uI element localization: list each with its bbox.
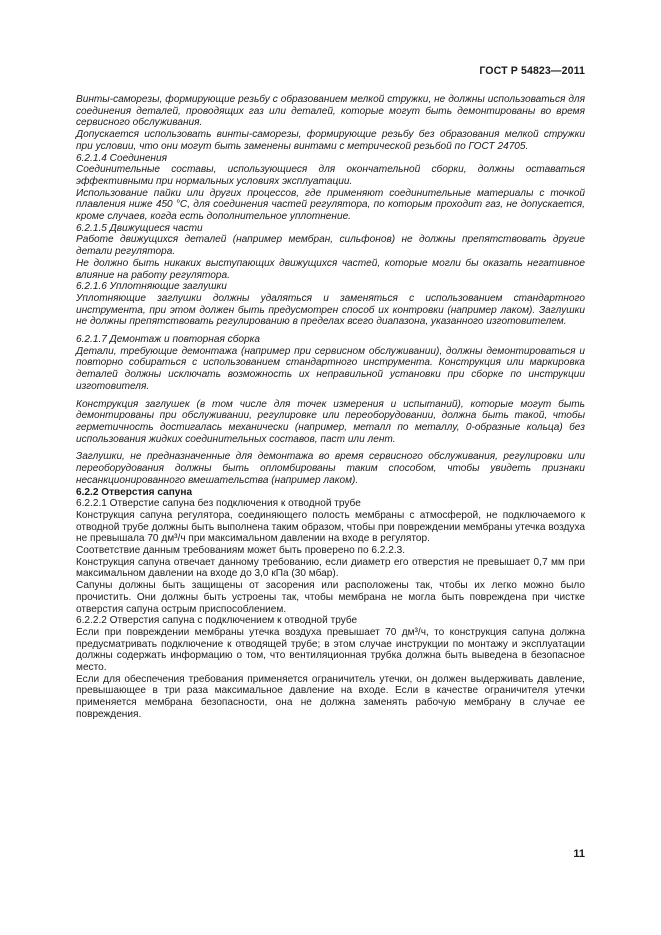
paragraph: Заглушки, не предназначенные для демонтажа во время сервисного обслуживания, регулировки или переоборудования должны быть опломбированы таким способом, чтобы увидеть признаки несанкционированного вмешательства (например лаком). xyxy=(76,451,585,486)
document-body xyxy=(76,94,585,721)
paragraph: Конструкция сапуна регулятора, соединяющего полость мембраны с атмосферой, не подключаемого к отводной трубе должны быть выполнена таким образом, чтобы при повреждении мембраны утечка воздуха не превышала 70 дм³/ч при максимальном давлении на входе в регулятор. xyxy=(76,509,585,545)
paragraph: Использование пайки или других процессов, где применяют соединительные материалы с точкой плавления ниже 450 °С, для соединения частей регулятора, по которым проходит газ, не допускается, кроме случаев, когда есть дополнительное уплотнение. xyxy=(76,187,585,223)
paragraph: Соединительные составы, использующиеся для окончательной сборки, должны оставаться эффективными при нормальных условиях эксплуатации. xyxy=(76,164,585,187)
page-number: 11 xyxy=(573,848,585,860)
paragraph: Винты-саморезы, формирующие резьбу с образованием мелкой стружки, не должны использоваться для соединения деталей, проводящих газ или деталей, которые могут быть демонтированы во время сервисного обслуживания. xyxy=(76,94,585,129)
paragraph: Если для обеспечения требования применяется ограничитель утечки, он должен выдерживать давление, превышающее в три раза максимальное давление на входе. Если в качестве ограничителя утечки применяется мембрана безопасности, она не должна заменять рабочую мембрану в случае ее повреждения. xyxy=(76,673,585,720)
section-heading: 6.2.1.5 Движущиеся части xyxy=(76,222,203,234)
paragraph: Допускается использовать винты-саморезы, формирующие резьбу без образования мелкой стружки при условии, что они могут быть заменены винтами с метрической резьбой по ГОСТ 24705. xyxy=(76,129,585,152)
section-heading: 6.2.1.6 Уплотняющие заглушки xyxy=(76,281,227,293)
paragraph: Работе движущихся деталей (например мембран, сильфонов) не должны препятствовать другие детали регулятора. xyxy=(76,234,585,258)
paragraph: Конструкция заглушек (в том числе для точек измерения и испытаний), которые могут быть демонтированы при обслуживании, регулировке или переоборудовании, должна быть такой, чтобы герметичность достигалась механически (например, металл по металлу, 0-образные кольца) без использования жидких соединительных составов, паст или лент. xyxy=(76,398,585,445)
paragraph: Конструкция сапуна отвечает данному требованию, если диаметр его отверстия не превышает 0,7 мм при максимальном давлении на входе до 3,0 кПа (30 мбар). xyxy=(76,556,585,580)
subsection-heading: 6.2.2.2 Отверстия сапуна с подключением к отводной трубе xyxy=(76,615,358,627)
paragraph: Детали, требующие демонтажа (например при сервисном обслуживании), должны демонтироваться и повторно собираться с использованием стандартного инструмента. Конструкция или маркировка деталей должны исключать возможность их неправильной установки при сборке по инструкции изготовителя. xyxy=(76,345,585,392)
document-header: ГОСТ Р 54823—2011 xyxy=(479,65,585,77)
section-heading: 6.2.1.4 Соединения xyxy=(76,152,167,164)
paragraph: Если при повреждении мембраны утечка воздуха превышает 70 дм³/ч, то конструкция сапуна должна предусматривать подключение к отводящей трубе; в этом случае инструкции по монтажу и эксплуатации должны содержать информацию о том, что вентиляционная трубка должна быть выведена в безопасное место. xyxy=(76,626,585,674)
section-heading: 6.2.1.7 Демонтаж и повторная сборка xyxy=(76,334,260,346)
paragraph: Уплотняющие заглушки должны удаляться и заменяться с использованием стандартного инструмента, при этом должен быть предусмотрен способ их контровки (например лаком). Заглушки не должны препятствовать регулированию в пределах всего диапазона, указанного изготовителем. xyxy=(76,292,585,328)
section-heading-bold: 6.2.2 Отверстия сапуна xyxy=(76,486,193,498)
paragraph: Сапуны должны быть защищены от засорения или расположены так, чтобы их легко можно было прочистить. Они должны быть устроены так, чтобы мембрана не могла быть повреждена при чистке отверстия сапуна острым приспособлением. xyxy=(76,580,585,615)
paragraph: Не должно быть никаких выступающих движущихся частей, которые могли бы оказать негативное влияние на работу регулятора. xyxy=(76,257,585,281)
subsection-heading: 6.2.2.1 Отверстие сапуна без подключения к отводной трубе xyxy=(76,498,361,510)
paragraph: Соответствие данным требованиям может быть проверено по 6.2.2.3. xyxy=(76,545,406,557)
